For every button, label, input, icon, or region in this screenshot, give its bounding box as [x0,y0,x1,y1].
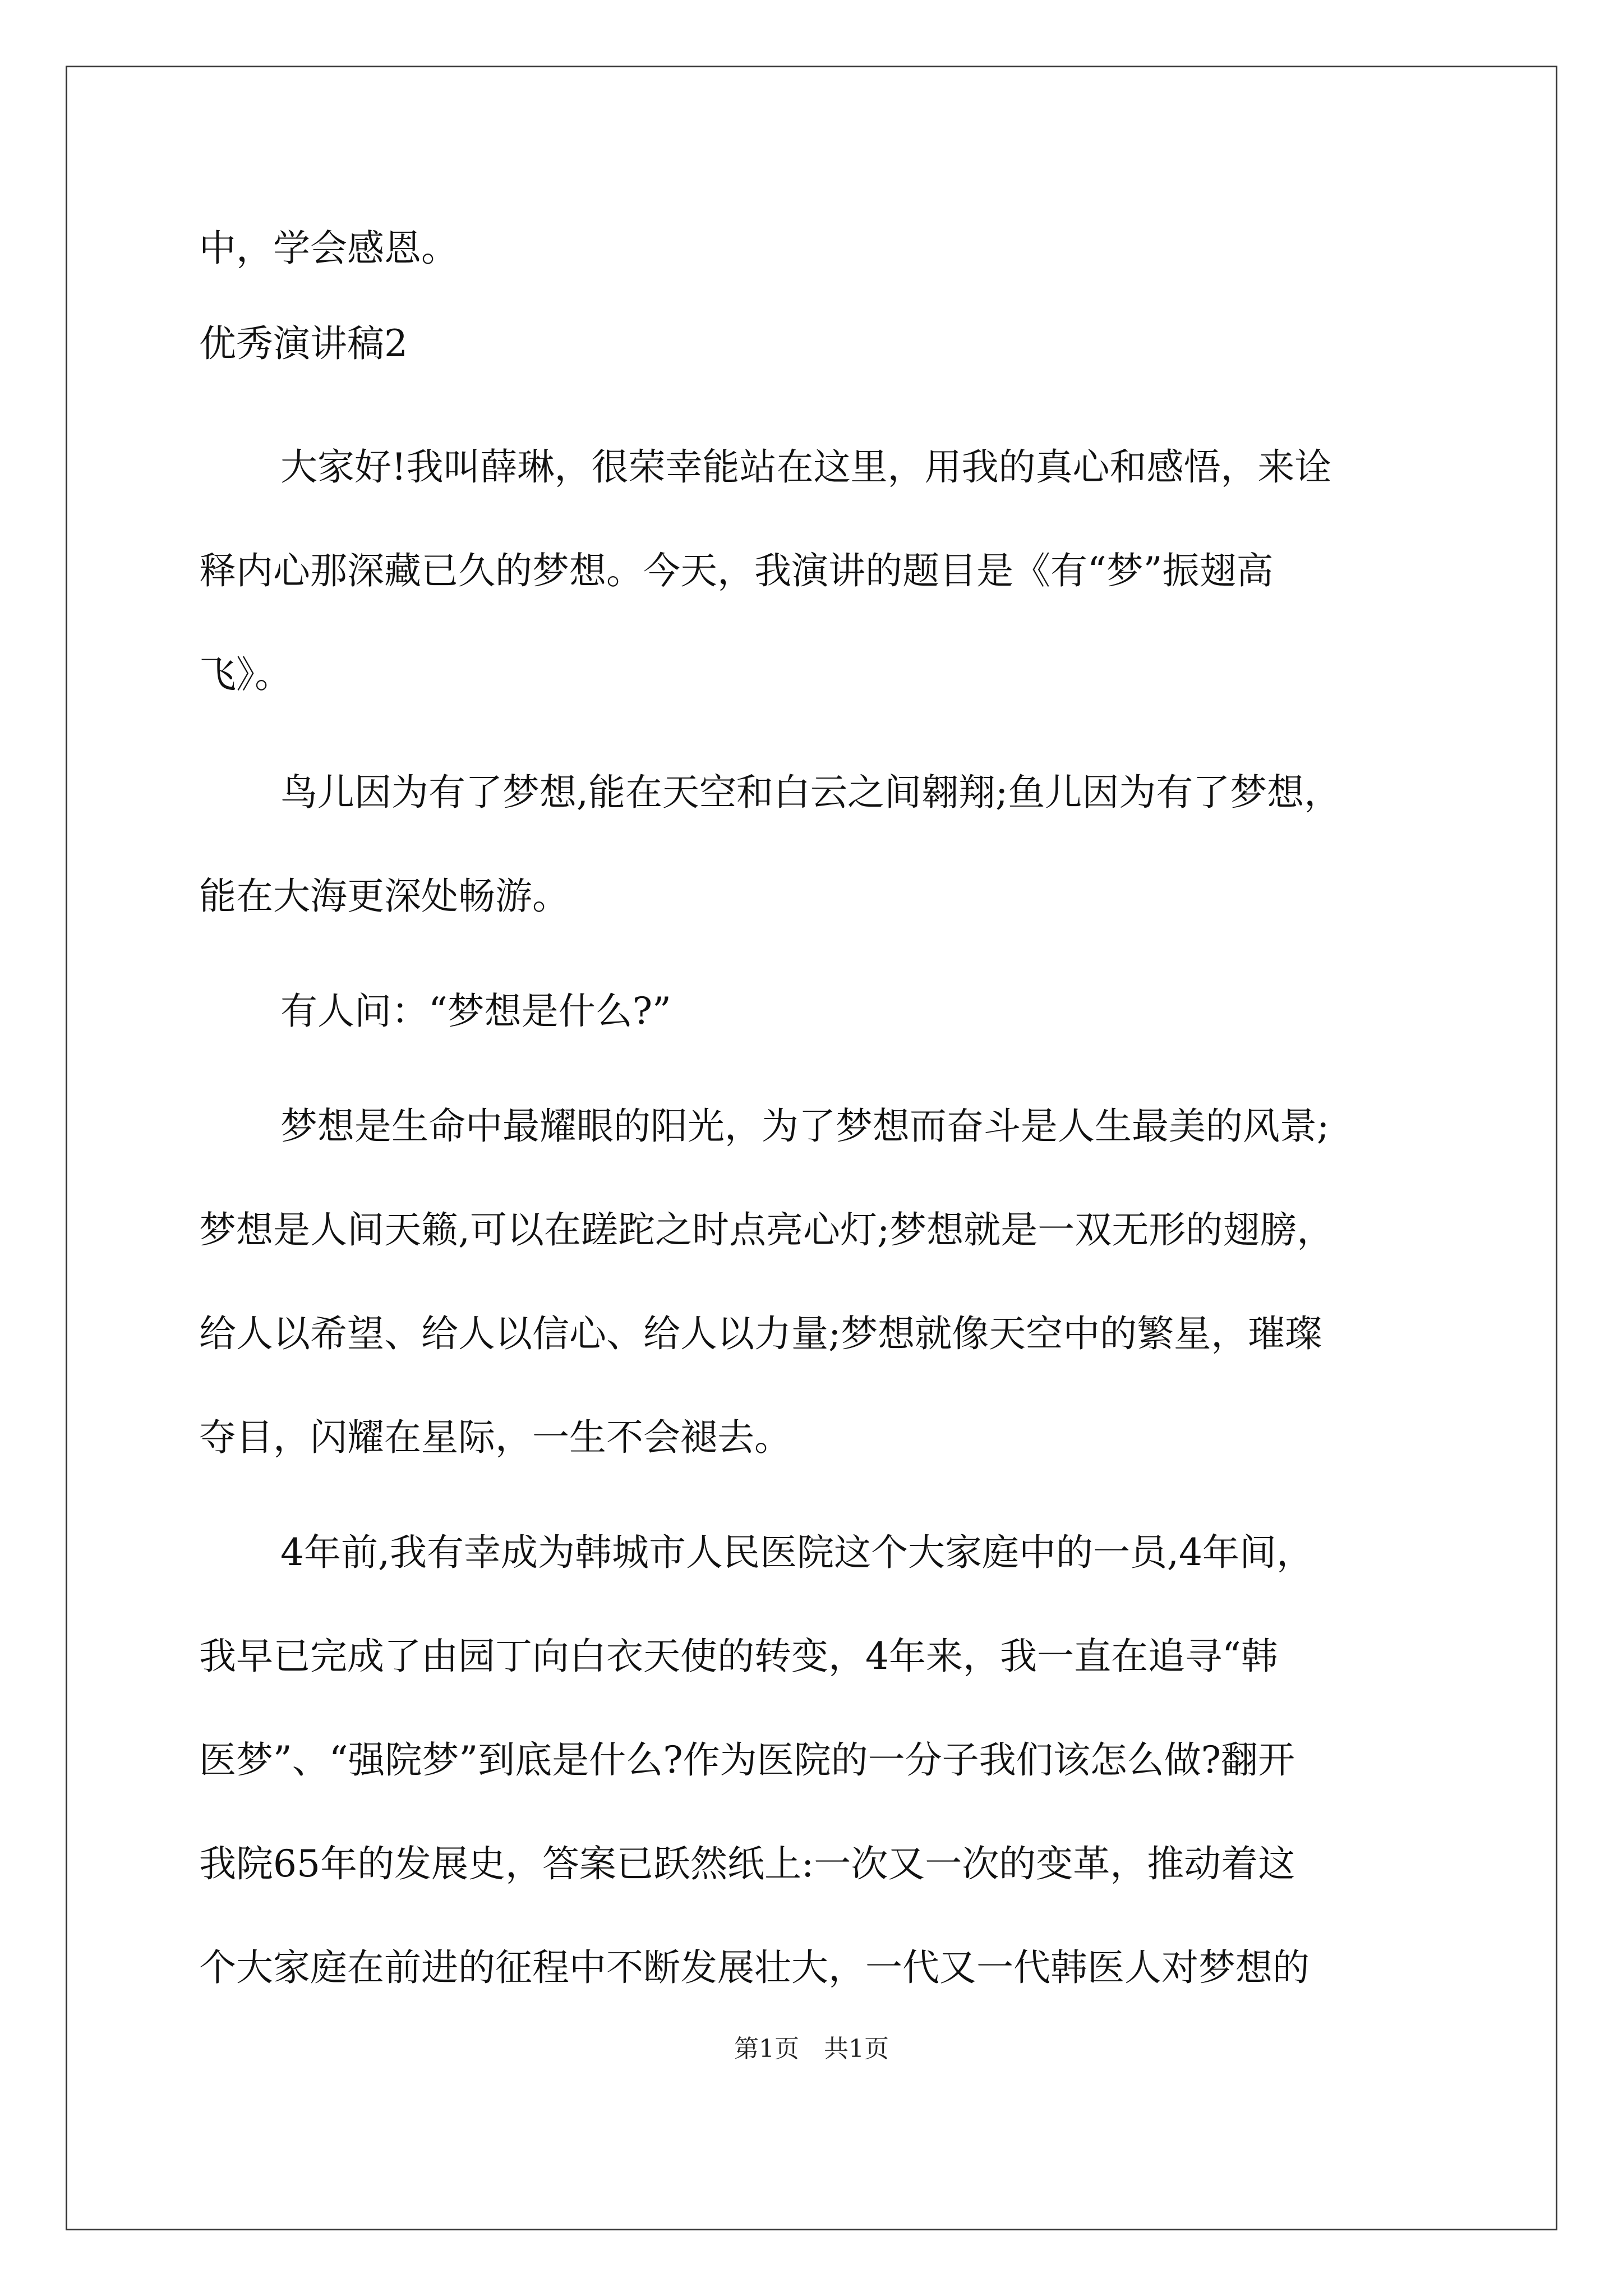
page-footer: 第1页 共1页 [734,2035,889,2063]
text-line: 个大家庭在前进的征程中不断发展壮大，一代又一代韩医人对梦想的 [199,1946,1310,1989]
text-line: 鸟儿因为有了梦想,能在天空和白云之间翱翔;鱼儿因为有了梦想， [280,771,1341,814]
text-line: 能在大海更深处畅游。 [199,875,569,918]
text-line: 飞》。 [199,653,292,696]
section-heading: 优秀演讲稿2 [199,322,408,365]
text-line: 医梦”、“强院梦”到底是什么?作为医院的一分子我们该怎么做?翻开 [199,1738,1295,1782]
text-line: 4年前,我有幸成为韩城市人民医院这个大家庭中的一员,4年间， [280,1531,1313,1574]
page-border [66,66,1557,2230]
text-line: 夺目，闪耀在星际，一生不会褪去。 [199,1416,791,1459]
text-line: 我院65年的发展史，答案已跃然纸上:一次又一次的变革，推动着这 [199,1842,1295,1885]
text-line: 我早已完成了由园丁向白衣天使的转变，4年来，我一直在追寻“韩 [199,1635,1278,1678]
text-line: 大家好!我叫薛琳，很荣幸能站在这里，用我的真心和感悟，来诠 [280,445,1332,489]
text-line: 中，学会感恩。 [199,227,458,270]
text-line: 梦想是人间天籁,可以在蹉跎之时点亮心灯;梦想就是一双无形的翅膀， [199,1208,1334,1251]
text-line: 给人以希望、给人以信心、给人以力量;梦想就像天空中的繁星，璀璨 [199,1312,1322,1355]
text-line: 梦想是生命中最耀眼的阳光，为了梦想而奋斗是人生最美的风景; [280,1105,1330,1148]
text-line: 有人问：“梦想是什么?” [280,990,671,1033]
text-line: 释内心那深藏已久的梦想。今天，我演讲的题目是《有“梦”振翅高 [199,549,1274,592]
